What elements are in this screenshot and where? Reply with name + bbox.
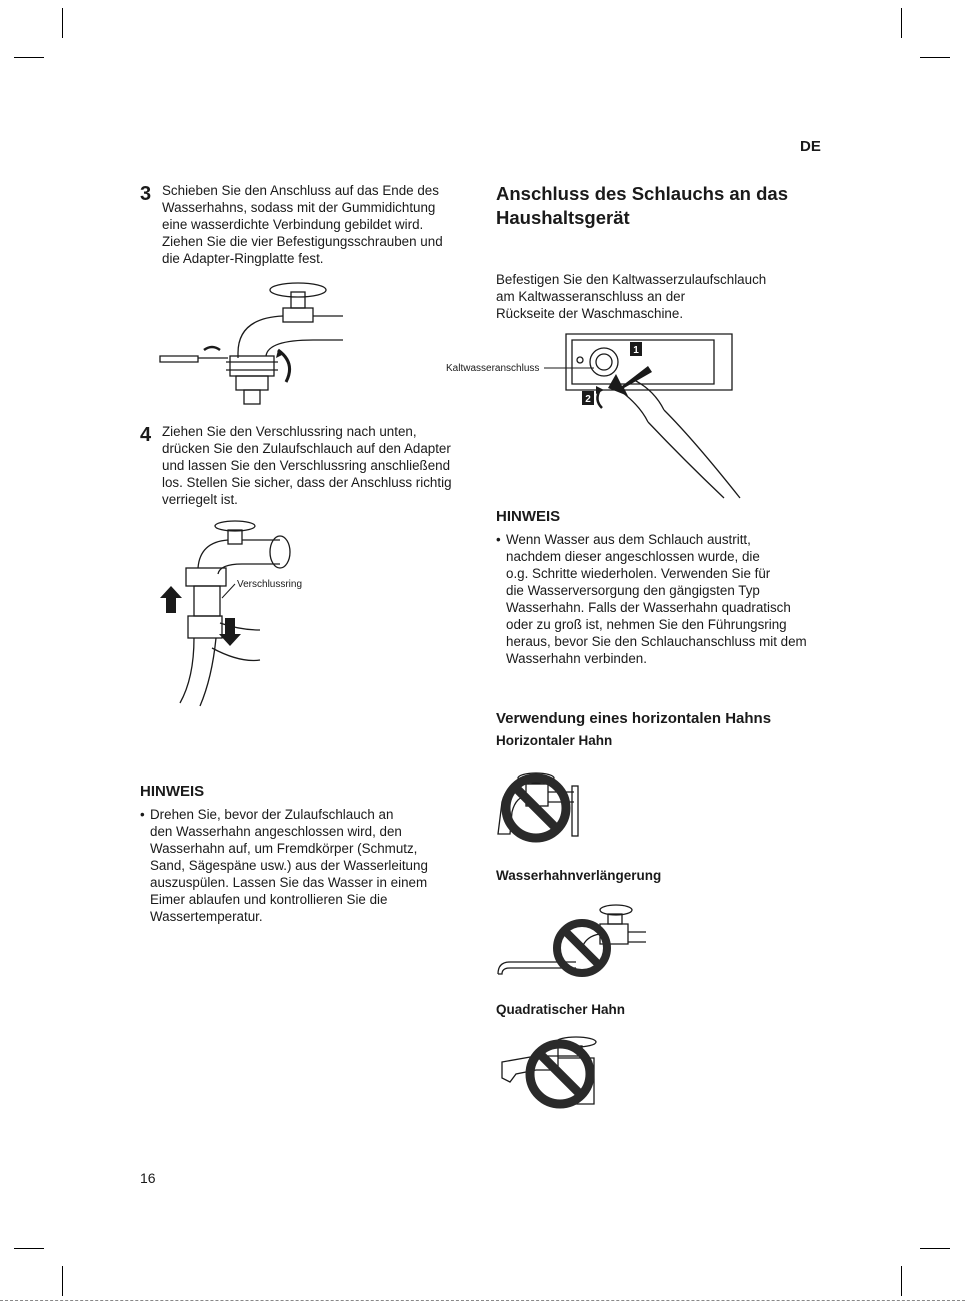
subsection-heading: Verwendung eines horizontalen Hahns — [496, 710, 772, 727]
step-3-text — [162, 182, 443, 267]
text-line: Wasserhahn auf, um Fremdkörper (Schmutz, — [150, 841, 418, 856]
text-line: die Wasserversorgung den gängigsten Typ — [506, 583, 760, 598]
crop-mark — [14, 1248, 44, 1249]
text-line: Sand, Sägespäne usw.) aus der Wasserleitung — [150, 858, 428, 873]
text-line: Wasserhahn verbinden. — [506, 651, 647, 666]
inlet-hose-illustration — [544, 330, 744, 505]
text-line: Befestigen Sie den Kaltwasserzulaufschlauch — [496, 272, 767, 287]
locking-ring-label: Verschlussring — [237, 579, 303, 590]
text-line: Eimer ablaufen und kontrollieren Sie die — [150, 892, 388, 907]
locking-ring-illustration — [160, 518, 303, 708]
section-heading — [496, 182, 788, 230]
bullet-item — [140, 806, 470, 925]
crop-mark — [62, 8, 63, 38]
right-note-body — [496, 531, 836, 667]
crop-mark — [14, 57, 44, 58]
text-line: Wasserhahn. Falls der Wasserhahn quadratisch — [506, 600, 791, 615]
text-line: und lassen Sie den Verschlussring anschließend — [162, 458, 451, 473]
text-line: Wasserhahns, sodass mit der Gummidichtung — [162, 200, 436, 215]
text-line: den Wasserhahn angeschlossen wird, den — [150, 824, 402, 839]
crop-mark — [920, 1248, 950, 1249]
horizontal-tap-prohibited-icon — [496, 772, 586, 844]
crop-mark — [901, 8, 902, 38]
text-line: eine wasserdichte Verbindung gebildet wird. — [162, 217, 424, 232]
text-line: o.g. Schritte wiederholen. Verwenden Sie für — [506, 566, 771, 581]
heading-line: Anschluss des Schlauchs an das — [496, 183, 788, 204]
bullet-item — [496, 531, 836, 667]
marker-label: 2 — [585, 394, 591, 405]
note-heading: HINWEIS — [496, 508, 561, 525]
crop-mark — [901, 1266, 902, 1296]
step-4-text — [162, 423, 452, 508]
text-line: Wenn Wasser aus dem Schlauch austritt, — [506, 532, 751, 547]
tap-type-label: Horizontaler Hahn — [496, 733, 613, 748]
step-number: 4 — [140, 424, 152, 446]
tap-type-label: Wasserhahnverlängerung — [496, 868, 662, 883]
text-line: oder zu groß ist, nehmen Sie den Führungsring — [506, 617, 787, 632]
text-line: los. Stellen Sie sicher, dass der Anschluss richtig — [162, 475, 452, 490]
bullet-text — [150, 806, 428, 925]
text-line: Schieben Sie den Anschluss auf das Ende des — [162, 183, 439, 198]
heading-line: Haushaltsgerät — [496, 207, 630, 228]
crop-mark — [920, 57, 950, 58]
cold-water-inlet-label: Kaltwasseranschluss — [446, 363, 540, 374]
step-number: 3 — [140, 183, 152, 205]
tap-type-label: Quadratischer Hahn — [496, 1002, 626, 1017]
text-line: Wassertemperatur. — [150, 909, 263, 924]
text-line: Drehen Sie, bevor der Zulaufschlauch an — [150, 807, 394, 822]
crop-mark — [62, 1266, 63, 1296]
text-line: heraus, bevor Sie den Schlauchanschluss mit dem — [506, 634, 807, 649]
text-line: Rückseite der Waschmaschine. — [496, 306, 684, 321]
bullet-dot: • — [496, 532, 501, 547]
text-line: drücken Sie den Zulaufschlauch auf den Adapter — [162, 441, 451, 456]
tap-extension-prohibited-icon — [496, 904, 651, 979]
marker-label: 1 — [633, 345, 639, 356]
bottom-dashed-rule — [0, 1300, 965, 1301]
intro-text — [496, 271, 766, 322]
language-tag: DE — [800, 138, 821, 155]
text-line: die Adapter-Ringplatte fest. — [162, 251, 324, 266]
note-heading: HINWEIS — [140, 783, 205, 800]
text-line: Ziehen Sie den Verschlussring nach unten, — [162, 424, 417, 439]
text-line: nachdem dieser angeschlossen wurde, die — [506, 549, 760, 564]
text-line: Ziehen Sie die vier Befestigungsschrauben und — [162, 234, 443, 249]
bullet-text — [506, 531, 807, 667]
left-note-body — [140, 806, 470, 925]
bullet-dot: • — [140, 807, 145, 822]
square-tap-prohibited-icon — [496, 1034, 606, 1109]
tap-adapter-illustration — [158, 278, 348, 408]
text-line: auszuspülen. Lassen Sie das Wasser in einem — [150, 875, 428, 890]
text-line: verriegelt ist. — [162, 492, 238, 507]
text-line: am Kaltwasseranschluss an der — [496, 289, 686, 304]
page-number: 16 — [140, 1170, 156, 1186]
